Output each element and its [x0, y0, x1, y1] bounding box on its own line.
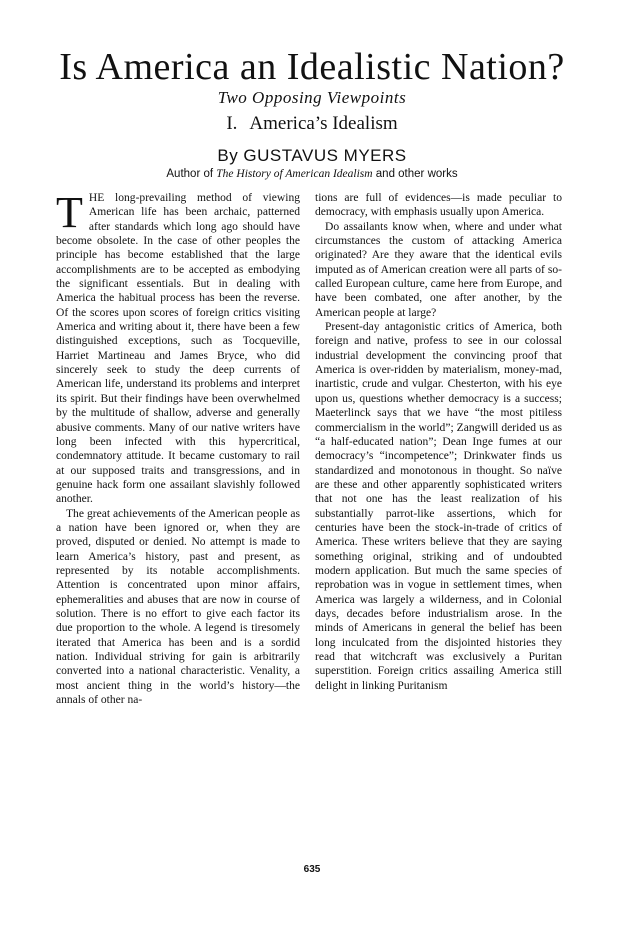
paragraph: Present-day antagonistic critics of America, both foreign and native, profess to see in our colossal industrial development the convincing proof that America is over-ridden by materialism, money-mad, inartistic, crude and vulgar. Chesterton, with his eye upon us, questions whether democracy is a success; Maeterlinck says that we have “the most pitiless commercialism in the world”; Zangwill derided us as “a half-educated nation”; Dean Inge fumes at our democracy’s “incompetence”; Drinkwater finds us standardized and monotonous in thought. So naïve are these and other apparently sophisticated writers that not one has the least realization of his substantially parrot-like assertions, which for centuries have been the stock-in-trade of critics of America. These writers believe that they are saying something original, striking and of undoubted modern application. But much the same species of reprobation was in vogue in settlement times, when America was largely a wilderness, and in Colonial days, decades before industrialism arose. In the minds of Americans in general the belief has been long inculcated from the disjointed histories they read that witchcraft was exclusively a Puritan superstition. Foreign critics assailing America still delight in linking Puritanism — [315, 321, 562, 692]
drop-cap: T — [56, 188, 83, 237]
article-title: Is America an Idealistic Nation? — [59, 46, 565, 88]
section-title: America’s Idealism — [249, 113, 398, 134]
article-subtitle: Two Opposing Viewpoints — [217, 88, 407, 107]
credit-prefix: Author of — [166, 168, 214, 180]
author-credit — [0, 167, 624, 181]
credit-suffix: and other works — [375, 168, 458, 180]
paragraph — [56, 188, 300, 507]
credit-book-title: The History of American Idealism — [216, 168, 373, 180]
right-column — [315, 191, 562, 693]
left-column — [56, 188, 300, 707]
author-byline: By GUSTAVUS MYERS — [217, 146, 407, 165]
section-number: I. — [226, 113, 238, 134]
paragraph-text: HE long-prevailing method of viewing American life has been archaic, patterned after standards which long ago should have become obsolete. In the case of other peoples the principle has become established that the large accomplishments are to be accepted as embodying the significant essentials. But in dealing with America the habitual process has been the reverse. Of the scores upon scores of foreign critics visiting America and writing about it, there have been a few distinguished exceptions, such as Tocqueville, Harriet Martineau and James Bryce, who did sincerely seek to study the deep currents of American life, understand its problems and interpret its spirit. But their findings have been overwhelmed by the multitude of shallow, adverse and generally abusive comments. Many of our native writers have long been infected with this hypercritical, condemnatory attitude. It became customary to rail at our supposed traits and transgressions, and in genuine hack form one assailant slavishly followed another. — [56, 192, 300, 506]
paragraph: Do assailants know when, where and under what circumstances the custom of attacking America originated? Are they aware that the identical evils imputed as of American creation were all parts of so-called European culture, came here from Europe, and have been combated, one after another, by the American people at large? — [315, 220, 562, 319]
paragraph: tions are full of evidences—is made peculiar to democracy, with emphasis usually upon America. — [315, 192, 562, 219]
page-number: 635 — [303, 864, 321, 875]
paragraph: The great achievements of the American people as a nation have been ignored or, when they are proved, disputed or denied. No attempt is made to learn America’s history, past and present, as represented by its notable accomplishments. Attention is concentrated upon minor affairs, ephemeralities and abuses that are now in course of solution. There is no effort to give each factor its due proportion to the whole. A legend is tiresomely iterated that America has been and is a sordid nation. Individual striving for gain is arbitrarily converted into a national characteristic. Venality, a most ancient thing in the world’s history—the annals of other na- — [56, 507, 300, 707]
section-heading — [0, 112, 624, 136]
